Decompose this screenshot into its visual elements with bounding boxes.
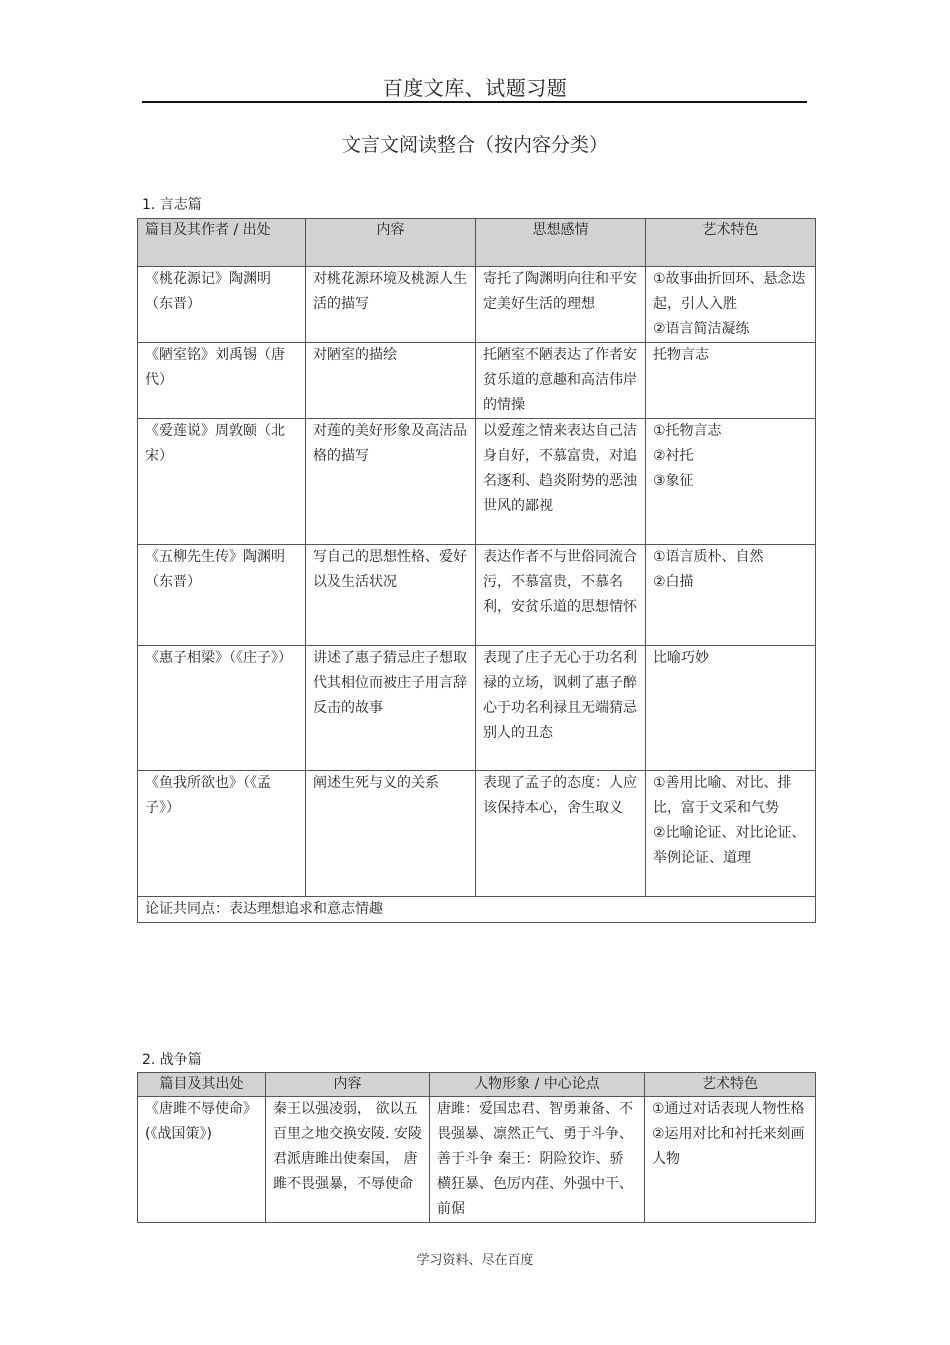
art-item: ②比喻论证、对比论证、举例论证、道理 xyxy=(653,825,806,866)
cell-content: 讲述了惠子猜忌庄子想取代其相位而被庄子用言辞反击的故事 xyxy=(306,646,476,771)
art-item: ①善用比喻、对比、排比，富于文采和气势 xyxy=(653,775,792,816)
cell-art xyxy=(646,267,816,343)
cell-feeling: 表现了庄子无心于功名利禄的立场，讽刺了惠子醉心于功名利禄且无端猜忌别人的丑态 xyxy=(476,646,646,771)
table-row xyxy=(138,771,816,897)
column-header-feeling: 思想感情 xyxy=(476,219,646,267)
cell-content: 写自己的思想性格、爱好以及生活状况 xyxy=(306,545,476,646)
table-row xyxy=(138,545,816,646)
document-title: 文言文阅读整合（按内容分类） xyxy=(341,134,608,156)
table-yanzhi xyxy=(137,218,816,923)
column-header-figure: 人物形象 / 中心论点 xyxy=(430,1073,645,1097)
column-header-content: 内容 xyxy=(306,219,476,267)
art-item: 比喻巧妙 xyxy=(653,650,709,666)
table-row xyxy=(138,267,816,343)
cell-work: 《桃花源记》陶渊明（东晋） xyxy=(138,267,306,343)
table-header-row xyxy=(138,1073,816,1097)
table-row xyxy=(138,1097,816,1223)
column-header-content: 内容 xyxy=(266,1073,430,1097)
table-row xyxy=(138,646,816,771)
art-item: ①故事曲折回环、悬念迭起，引人入胜 xyxy=(653,271,806,312)
art-item: ②衬托 xyxy=(653,448,694,464)
table-header-row xyxy=(138,219,816,267)
cell-content: 对陋室的描绘 xyxy=(306,343,476,419)
cell-work: 《鱼我所欲也》（《孟子》） xyxy=(138,771,306,897)
page-header: 百度文库、试题习题 xyxy=(382,76,568,100)
table-row xyxy=(138,343,816,419)
header-divider xyxy=(142,101,807,103)
cell-art xyxy=(646,419,816,545)
cell-content: 对莲的美好形象及高洁品格的描写 xyxy=(306,419,476,545)
section-heading-zhanzheng: 2. 战争篇 xyxy=(142,1052,202,1068)
summary-row xyxy=(138,897,816,923)
cell-work: 《爱莲说》周敦颐（北宋） xyxy=(138,419,306,545)
cell-art xyxy=(646,545,816,646)
cell-work: 《五柳先生传》陶渊明（东晋） xyxy=(138,545,306,646)
cell-work: 《惠子相梁》（《庄子》） xyxy=(138,646,306,771)
art-item: ②白描 xyxy=(653,574,694,590)
cell-work: 《陋室铭》刘禹锡（唐代） xyxy=(138,343,306,419)
art-item: ①语言质朴、自然 xyxy=(653,549,764,565)
page-footer: 学习资料、尽在百度 xyxy=(416,1253,534,1268)
art-item: ①通过对话表现人物性格 xyxy=(652,1101,805,1117)
cell-feeling: 寄托了陶渊明向往和平安定美好生活的理想 xyxy=(476,267,646,343)
table-zhanzheng xyxy=(137,1072,816,1223)
summary-cell: 论证共同点：表达理想追求和意志情趣 xyxy=(138,897,816,923)
cell-art xyxy=(645,1097,816,1223)
cell-art xyxy=(646,343,816,419)
art-item: ②语言简洁凝练 xyxy=(653,321,750,337)
art-item: ③象征 xyxy=(653,473,694,489)
cell-feeling: 托陋室不陋表达了作者安贫乐道的意趣和高洁伟岸的情操 xyxy=(476,343,646,419)
art-item: 托物言志 xyxy=(653,347,709,363)
column-header-art: 艺术特色 xyxy=(645,1073,816,1097)
cell-content: 阐述生死与义的关系 xyxy=(306,771,476,897)
cell-work: 《唐雎不辱使命》(《战国策》) xyxy=(138,1097,266,1223)
table-row xyxy=(138,419,816,545)
cell-art xyxy=(646,771,816,897)
cell-feeling: 表达作者不与世俗同流合污，不慕富贵，不慕名利，安贫乐道的思想情怀 xyxy=(476,545,646,646)
column-header-art: 艺术特色 xyxy=(646,219,816,267)
column-header-work: 篇目及其出处 xyxy=(138,1073,266,1097)
column-header-work: 篇目及其作者 / 出处 xyxy=(138,219,306,267)
cell-content: 秦王以强凌弱， 欲以五百里之地交换安陵. 安陵君派唐雎出使秦国， 唐雎不畏强暴，不辱使命 xyxy=(266,1097,430,1223)
cell-art xyxy=(646,646,816,771)
cell-content: 对桃花源环境及桃源人生活的描写 xyxy=(306,267,476,343)
section-heading-yanzhi: 1. 言志篇 xyxy=(142,197,202,213)
art-item: ②运用对比和衬托来刻画人物 xyxy=(652,1126,805,1167)
cell-feeling: 以爱莲之情来表达自己洁身自好，不慕富贵，对追名逐利、趋炎附势的恶浊世风的鄙视 xyxy=(476,419,646,545)
cell-figure: 唐雎：爱国忠君、智勇兼备、不畏强暴、凛然正气、勇于斗争、善于斗争 秦王：阴险狡诈、骄横狂暴、色厉内荏、外强中干、前倨 xyxy=(430,1097,645,1223)
cell-feeling: 表现了孟子的态度：人应该保持本心，舍生取义 xyxy=(476,771,646,897)
art-item: ①托物言志 xyxy=(653,423,722,439)
